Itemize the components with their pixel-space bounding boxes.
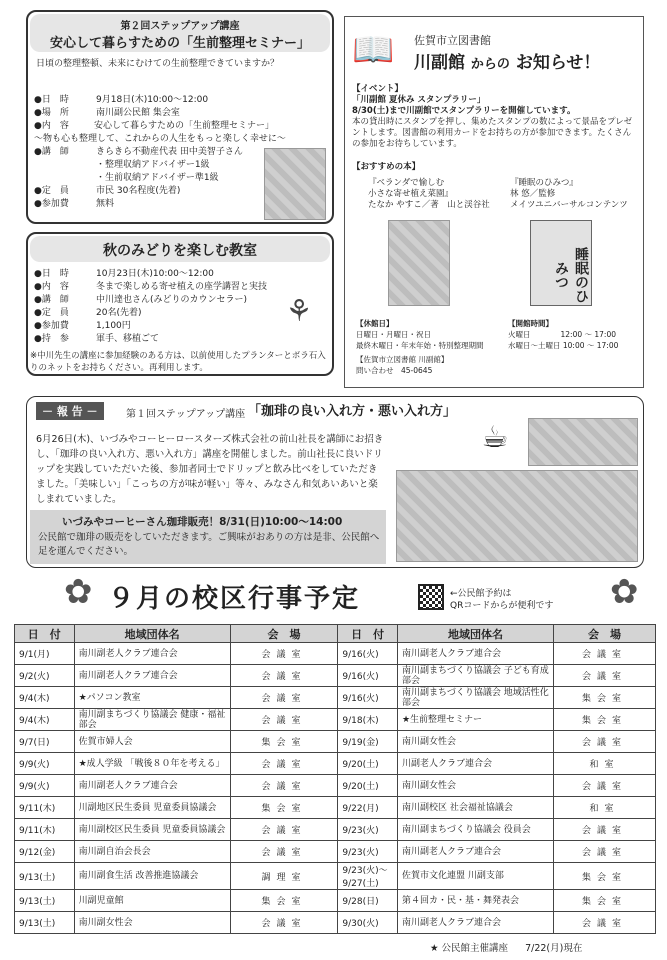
- footer-note: [430, 940, 582, 954]
- left-date-cell: 9/13(土): [15, 863, 75, 890]
- left-venue-cell: 会議室: [230, 775, 338, 797]
- left-date-cell: 9/11(木): [15, 797, 75, 819]
- left-org-cell: 南川副自治会長会: [74, 841, 230, 863]
- left-date-cell: 9/13(土): [15, 912, 75, 934]
- seminar1-details: [34, 94, 286, 211]
- header-venue-left: 会 場: [230, 625, 338, 643]
- seminar1-value: 南川副公民館 集会室: [96, 108, 180, 118]
- left-date-cell: 9/9(火): [15, 753, 75, 775]
- book2-publisher: メイツユニバーサルコンテンツ: [510, 200, 628, 210]
- left-date-cell: 9/9(火): [15, 775, 75, 797]
- left-org-cell: 川副児童館: [74, 890, 230, 912]
- left-venue-cell: 集会室: [230, 797, 338, 819]
- header-org-left: 地域団体名: [74, 625, 230, 643]
- left-org-cell: 南川副女性会: [74, 912, 230, 934]
- seminar2-value: 1,100円: [96, 321, 131, 331]
- seminar2-row: [34, 320, 274, 333]
- book1-author: たなか やすこ／著 山と渓谷社: [368, 200, 490, 210]
- seminar2-row: [34, 307, 274, 320]
- left-date-cell: 9/4(木): [15, 687, 75, 709]
- left-org-cell: 南川副まちづくり協議会 健康・福祉部会: [74, 709, 230, 731]
- right-date-cell: 9/23(火)～ 9/27(土): [338, 863, 398, 890]
- right-venue-cell: 会議室: [554, 912, 656, 934]
- book2-cover: [530, 220, 592, 306]
- left-venue-cell: 集会室: [230, 731, 338, 753]
- left-org-cell: 南川副老人クラブ連合会: [74, 643, 230, 665]
- table-row: [15, 819, 656, 841]
- right-org-cell: 第４回カ・民・基・舞発表会: [397, 890, 553, 912]
- seminar2-value: 中川達也さん(みどりのカウンセラー): [96, 295, 248, 305]
- seminar2-row: [34, 268, 274, 281]
- table-row: [15, 841, 656, 863]
- right-date-cell: 9/23(火): [338, 819, 398, 841]
- right-date-cell: 9/20(土): [338, 753, 398, 775]
- right-date-cell: 9/16(火): [338, 665, 398, 687]
- report-body: 6月26日(木)、いづみやコーヒーロースターズ株式会社の前山社長を講師にお招きし、「珈琲の良い入れ方、悪い入れ方」講座を開催しました。前山社長に良いドリップを実践していただいた後、参加者同士でドリップと飲み比べをしていただきました。「美味しい」「こっちの方が味が軽い」等々、みなさん和気あいあいと楽しまれていました。: [36, 434, 384, 505]
- left-venue-cell: 会議室: [230, 912, 338, 934]
- seminar1-label: [34, 172, 96, 185]
- book1-title-2: 小さな寄せ植え菜園』: [368, 189, 454, 199]
- seminar2-row: [34, 281, 274, 294]
- coffee-photo-3: [396, 470, 638, 562]
- seminar2-value: 軍手、移植ごて: [96, 334, 160, 344]
- right-org-cell: 南川副まちづくり協議会 地域活性化部会: [397, 687, 553, 709]
- library-org: 佐賀市立図書館: [414, 34, 491, 47]
- qr-note-1: ←公民館予約は: [450, 589, 512, 599]
- table-row: [15, 665, 656, 687]
- right-org-cell: 南川副まちづくり協議会 子ども育成部会: [397, 665, 553, 687]
- coffee-photo-2: [528, 418, 638, 466]
- left-org-cell: 南川副老人クラブ連合会: [74, 775, 230, 797]
- seminar2-value: 10月23日(木)10:00～12:00: [96, 269, 214, 279]
- qr-note: [450, 588, 553, 612]
- right-date-cell: 9/28(日): [338, 890, 398, 912]
- seminar2-label: ●日 時: [34, 269, 69, 279]
- hours-label: 【開館時間】: [508, 319, 553, 328]
- left-venue-cell: 調理室: [230, 863, 338, 890]
- sale-banner: [30, 510, 386, 564]
- right-venue-cell: 会議室: [554, 819, 656, 841]
- header-date-right: 日 付: [338, 625, 398, 643]
- left-date-cell: 9/1(月): [15, 643, 75, 665]
- report-tag: － 報 告 －: [36, 402, 104, 420]
- library-contact: [356, 354, 556, 376]
- book-icon: 📖: [352, 30, 395, 70]
- left-venue-cell: 会議室: [230, 687, 338, 709]
- schedule-table: [14, 624, 656, 934]
- right-date-cell: 9/20(土): [338, 775, 398, 797]
- table-row: [15, 753, 656, 775]
- left-org-cell: 南川副食生活 改善推進協議会: [74, 863, 230, 890]
- schedule-header-row: [15, 625, 656, 643]
- right-date-cell: 9/16(火): [338, 687, 398, 709]
- header-org-right: 地域団体名: [397, 625, 553, 643]
- left-venue-cell: 会議室: [230, 819, 338, 841]
- sale-body: 公民館で珈琲の販売をしていただきます。ご興味がおありの方は是非、公民館へ足を運んでください。: [38, 532, 380, 557]
- right-org-cell: 川副老人クラブ連合会: [397, 753, 553, 775]
- seminar1-tag: 第２回ステップアップ講座: [120, 21, 240, 32]
- seminar1-value: 安心して暮らすための「生前整理セミナー」: [93, 121, 274, 131]
- seminar1-value: ・生前収納アドバイザー準1級: [96, 173, 219, 183]
- right-venue-cell: 会議室: [554, 643, 656, 665]
- gardener-illustration: ⚘: [285, 294, 313, 329]
- seminar2-label: ●参加費: [34, 321, 69, 331]
- left-venue-cell: 会議室: [230, 841, 338, 863]
- right-date-cell: 9/16(火): [338, 643, 398, 665]
- seminar2-banner: [30, 236, 330, 262]
- seminar1-value: ・整理収納アドバイザー1級: [96, 160, 210, 170]
- hours-2: 水曜日～土曜日 10:00 ～ 17:00: [508, 341, 619, 350]
- right-org-cell: 南川副老人クラブ連合会: [397, 643, 553, 665]
- book2-info: [510, 178, 640, 211]
- seminar2-label: ●内 容: [34, 282, 69, 292]
- seminar1-row: [34, 107, 274, 120]
- seminar1-label: ●参加費: [34, 199, 69, 209]
- left-venue-cell: 会議室: [230, 709, 338, 731]
- table-row: [15, 890, 656, 912]
- right-org-cell: ★生前整理セミナー: [397, 709, 553, 731]
- hours-1: 火曜日 12:00 ～ 17:00: [508, 330, 616, 339]
- right-venue-cell: 会議室: [554, 841, 656, 863]
- open-hours: [508, 318, 642, 351]
- seminar2-note: ※中川先生の講座に参加経験のある方は、以前使用したプランターとボラ石入りのネットをお持ちください。再利用します。: [30, 351, 326, 373]
- schedule-body: [15, 643, 656, 934]
- table-row: [15, 912, 656, 934]
- library-branch: 川副館: [414, 53, 465, 73]
- book1-title: 『ベランダで愉しむ: [368, 178, 445, 188]
- right-org-cell: 南川副校区 社会福祉協議会: [397, 797, 553, 819]
- right-date-cell: 9/23(火): [338, 841, 398, 863]
- seminar2-value: 20名(先着): [96, 308, 142, 318]
- seminar1-value: きらきら不動産代表 田中美智子さん: [96, 147, 243, 157]
- seminar2-label: ●定 員: [34, 308, 69, 318]
- right-org-cell: 南川副老人クラブ連合会: [397, 912, 553, 934]
- seminar1-label: ●講 師: [34, 147, 69, 157]
- right-org-cell: 南川副老人クラブ連合会: [397, 841, 553, 863]
- closed-2: 最終木曜日・年末年始・特別整理期間: [356, 341, 484, 350]
- seminar2-title: 秋のみどりを楽しむ教室: [103, 243, 257, 259]
- seminar2-value: 冬まで楽しめる寄せ植えの座学講習と実技: [96, 282, 268, 292]
- left-org-cell: ★パソコン教室: [74, 687, 230, 709]
- seminar1-value: 9月18日(木)10:00～12:00: [96, 95, 209, 105]
- book2-cover-title: 睡眠のひみつ: [553, 247, 589, 303]
- right-venue-cell: 集会室: [554, 890, 656, 912]
- book2-author: 林 悠／監修: [510, 189, 556, 199]
- right-venue-cell: 会議室: [554, 731, 656, 753]
- left-date-cell: 9/12(金): [15, 841, 75, 863]
- library-notice: お知らせ！: [515, 53, 601, 73]
- left-org-cell: ★成人学級 「戦後８０年を考える」: [74, 753, 230, 775]
- right-venue-cell: 集会室: [554, 863, 656, 890]
- right-venue-cell: 会議室: [554, 775, 656, 797]
- seminar1-row: [34, 172, 274, 185]
- left-org-cell: 川副地区民生委員 児童委員協議会: [74, 797, 230, 819]
- seminar1-label: ●定 員: [34, 186, 69, 196]
- seminar2-row: [34, 333, 274, 346]
- seminar1-value: ～物も心も整理して、これからの人生をもっと楽しく幸せに～: [34, 134, 286, 144]
- seminar1-row: [34, 146, 274, 159]
- library-heading: [414, 48, 600, 73]
- library-event: [352, 84, 636, 150]
- seminar1-label: ●場 所: [34, 108, 69, 118]
- seminar2-label: ●持 参: [34, 334, 69, 344]
- left-venue-cell: 会議室: [230, 665, 338, 687]
- right-venue-cell: 和室: [554, 797, 656, 819]
- left-date-cell: 9/11(木): [15, 819, 75, 841]
- qr-note-2: QRコードからが便利です: [450, 601, 554, 611]
- seminar1-label: ●日 時: [34, 95, 69, 105]
- table-row: [15, 797, 656, 819]
- right-org-cell: 南川副まちづくり協議会 役員会: [397, 819, 553, 841]
- seminar2-label: ●講 師: [34, 295, 69, 305]
- right-venue-cell: 集会室: [554, 709, 656, 731]
- seminar1-row: [34, 120, 274, 133]
- right-date-cell: 9/30(火): [338, 912, 398, 934]
- right-org-cell: 佐賀市文化連盟 川副支部: [397, 863, 553, 890]
- seminar1-title: 安心して暮らすための「生前整理セミナー」: [49, 36, 310, 51]
- book1-cover: [388, 220, 450, 306]
- seminar1-row: [34, 198, 274, 211]
- report-title: 「珈琲の良い入れ方・悪い入れ方」: [248, 404, 457, 419]
- right-date-cell: 9/18(木): [338, 709, 398, 731]
- header-venue-right: 会 場: [554, 625, 656, 643]
- right-org-cell: 南川副女性会: [397, 775, 553, 797]
- book2-title: 『睡眠のひみつ』: [510, 178, 578, 188]
- event-date: 8/30(土)まで川副館でスタンプラリーを開催しています。: [352, 106, 576, 116]
- contact-1: 【佐賀市立図書館 川副館】: [356, 355, 449, 364]
- seminar1-label: [34, 159, 96, 172]
- table-row: [15, 687, 656, 709]
- rec-label: 【おすすめの本】: [352, 162, 421, 172]
- right-venue-cell: 集会室: [554, 687, 656, 709]
- seminar1-banner: [30, 14, 330, 52]
- left-date-cell: 9/7(日): [15, 731, 75, 753]
- right-date-cell: 9/19(金): [338, 731, 398, 753]
- header-date-left: 日 付: [15, 625, 75, 643]
- footer-date: 7/22(月)現在: [525, 943, 583, 954]
- seminar1-label: ●内 容: [34, 121, 69, 131]
- seminar2-row: [34, 294, 274, 307]
- left-venue-cell: 会議室: [230, 643, 338, 665]
- left-date-cell: 9/4(木): [15, 709, 75, 731]
- seminar1-value: 市民 30名程度(先着): [96, 186, 181, 196]
- contact-2: 問い合わせ 45-0645: [356, 366, 433, 375]
- recommended-books: [352, 162, 636, 173]
- closed-label: 【休館日】: [356, 319, 394, 328]
- seminar1-value: 無料: [96, 199, 115, 209]
- sale-title: いづみやコーヒーさん珈琲販売！8/31(日)10:00～14:00: [62, 516, 343, 528]
- table-row: [15, 775, 656, 797]
- left-date-cell: 9/13(土): [15, 890, 75, 912]
- library-from: からの: [470, 57, 510, 72]
- table-row: [15, 863, 656, 890]
- left-venue-cell: 会議室: [230, 753, 338, 775]
- seminar2-details: [34, 268, 274, 346]
- right-venue-cell: 会議室: [554, 665, 656, 687]
- seminar1-row: [34, 94, 274, 107]
- right-venue-cell: 和室: [554, 753, 656, 775]
- schedule-title: ９月の校区行事予定: [108, 584, 361, 614]
- book1-info: [368, 178, 498, 211]
- left-org-cell: 南川副老人クラブ連合会: [74, 665, 230, 687]
- report-sub: 第１回ステップアップ講座: [126, 409, 246, 420]
- left-date-cell: 9/2(火): [15, 665, 75, 687]
- left-org-cell: 佐賀市婦人会: [74, 731, 230, 753]
- instructor-photo: [264, 148, 326, 220]
- coffee-photo-1: ☕: [470, 420, 520, 460]
- sunflower-icon-right: ✿: [610, 572, 639, 612]
- event-title: 「川副館 夏休み スタンプラリー」: [352, 95, 486, 105]
- right-org-cell: 南川副女性会: [397, 731, 553, 753]
- table-row: [15, 709, 656, 731]
- sunflower-icon-left: ✿: [64, 572, 93, 612]
- seminar1-intro: 日頃の整理整頓、未来にむけての生前整理できていますか？: [36, 59, 280, 69]
- left-org-cell: 南川副校区民生委員 児童委員協議会: [74, 819, 230, 841]
- table-row: [15, 731, 656, 753]
- closed-days: [356, 318, 506, 351]
- left-venue-cell: 集会室: [230, 890, 338, 912]
- event-body: 本の貸出時にスタンプを押し、集めたスタンプの数によって景品をプレゼントします。図書館の利用カードをお持ちの方が参加できます。たくさんの参加をお待ちしています。: [352, 117, 633, 149]
- footer-legend: ★ 公民館主催講座: [430, 943, 509, 954]
- right-date-cell: 9/22(月): [338, 797, 398, 819]
- seminar1-row: [34, 133, 286, 146]
- seminar1-row: [34, 159, 274, 172]
- table-row: [15, 643, 656, 665]
- closed-1: 日曜日・月曜日・祝日: [356, 330, 431, 339]
- seminar1-row: [34, 185, 274, 198]
- event-label: 【イベント】: [352, 84, 404, 94]
- qr-code: [418, 584, 444, 610]
